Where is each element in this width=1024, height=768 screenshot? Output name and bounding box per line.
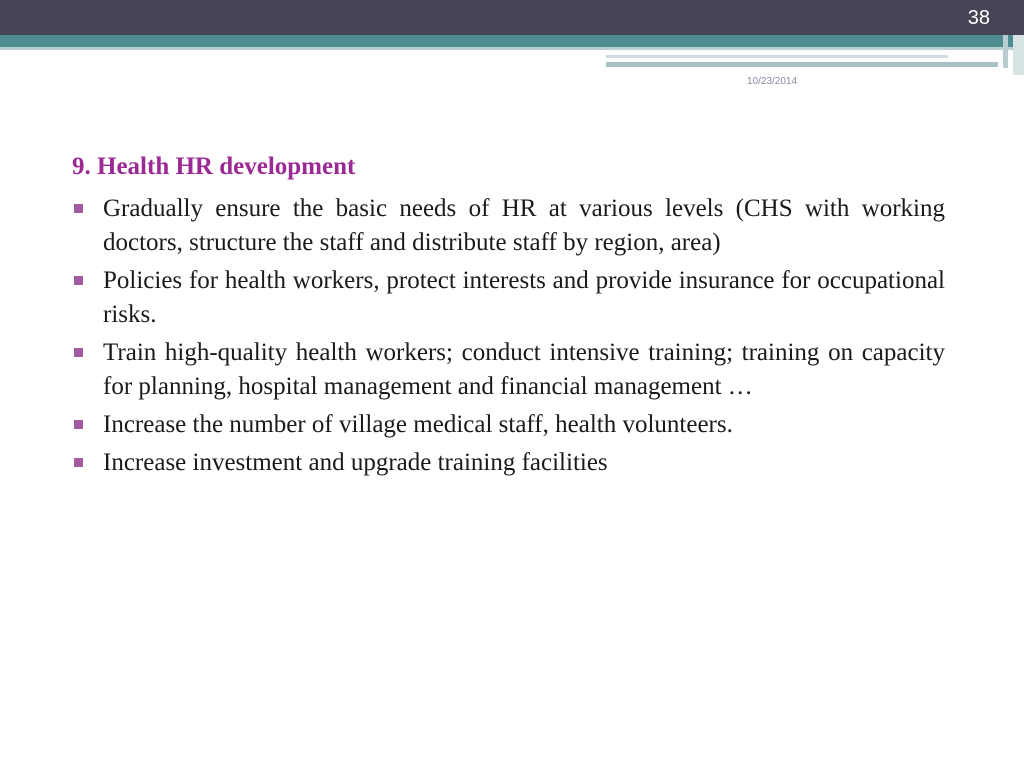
square-bullet-icon — [74, 204, 83, 213]
bullet-item — [72, 264, 945, 332]
square-bullet-icon — [74, 420, 83, 429]
bullet-item — [72, 192, 945, 260]
accent-band — [0, 35, 1024, 47]
bullet-item — [72, 408, 945, 442]
bullet-text: Policies for health workers, protect interests and provide insurance for occupational risks. — [103, 267, 945, 328]
slide-date: 10/23/2014 — [747, 76, 798, 87]
decorative-line-upper — [606, 55, 948, 58]
decorative-vertical-bar — [1003, 35, 1008, 68]
bullet-list — [72, 192, 945, 480]
bullet-item — [72, 336, 945, 404]
bullet-item — [72, 446, 945, 480]
decorative-corner-bar — [1013, 35, 1024, 75]
top-banner — [0, 0, 1024, 35]
square-bullet-icon — [74, 458, 83, 467]
accent-band-light — [0, 47, 1024, 50]
bullet-text: Gradually ensure the basic needs of HR at various levels (CHS with working doctors, structure the staff and distribute staff by region, area) — [103, 195, 945, 256]
slide-heading: 9. Health HR development — [72, 153, 356, 180]
bullet-text: Train high-quality health workers; conduct intensive training; training on capacity for planning, hospital management and financial management … — [103, 339, 945, 400]
slide-content — [72, 150, 945, 484]
square-bullet-icon — [74, 348, 83, 357]
slide-number: 38 — [967, 7, 990, 29]
decorative-line-lower — [606, 62, 998, 67]
square-bullet-icon — [74, 276, 83, 285]
bullet-text: Increase investment and upgrade training facilities — [103, 449, 608, 476]
bullet-text: Increase the number of village medical staff, health volunteers. — [103, 411, 733, 438]
